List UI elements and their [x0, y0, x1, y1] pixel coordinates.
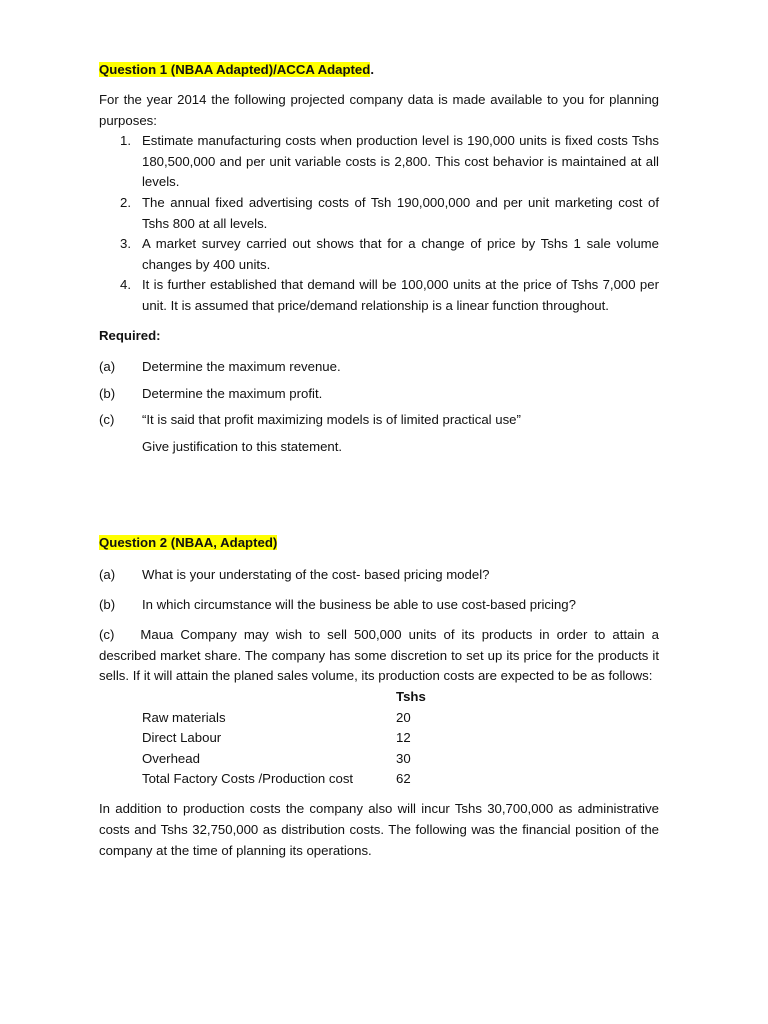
table-cell: 30 [396, 750, 411, 766]
part-text: “It is said that profit maximizing models is of limited practical use” [142, 412, 521, 428]
table-cell: Raw materials [142, 709, 226, 725]
part-text: In which circumstance will the business be able to use cost-based pricing? [142, 597, 576, 613]
question-1-body [99, 90, 659, 317]
question-1-parts [99, 357, 659, 457]
table-header: Tshs [396, 688, 426, 704]
cost-table [142, 687, 476, 790]
table-cell: Total Factory Costs /Production cost [142, 771, 354, 787]
part-text: Maua Company may wish to sell 500,000 units of its products in order to attain a described market share. The company has some discretion to set up its price for the products it sells. If it will attain the planed sales volume, its production costs are expected to be as follows: [99, 627, 659, 684]
list-item [99, 193, 659, 234]
question-2-title: Question 2 (NBAA, Adapted) [99, 535, 278, 550]
part-c [99, 410, 659, 431]
list-item [99, 234, 659, 275]
part-a [99, 357, 659, 378]
table-row [142, 728, 476, 749]
q2-closing: In addition to production costs the company also will incur Tshs 30,700,000 as administrative costs and Tshs 32,750,000 as distribution costs. The following was the financial position of the company at the time of planning its operations. [99, 801, 659, 858]
list-item [99, 131, 659, 193]
part-b [99, 384, 659, 405]
table-row [142, 749, 476, 770]
part-text: Determine the maximum profit. [142, 385, 323, 401]
question-2-body [99, 565, 659, 861]
table-row [142, 769, 476, 790]
part-text: What is your understating of the cost- based pricing model? [142, 567, 490, 582]
q2-part-a [99, 565, 659, 586]
list-text: The annual fixed advertising costs of Tsh 190,000,000 and per unit marketing cost of Tshs 800 at all levels. [142, 194, 659, 231]
part-label: (c) [99, 627, 115, 643]
q2-part-c [99, 625, 659, 687]
required-label: Required: [99, 328, 161, 343]
list-number: 1. [120, 133, 131, 149]
question-1-list [99, 131, 659, 316]
list-text: A market survey carried out shows that for a change of price by Tshs 1 sale volume changes by 400 units. [142, 236, 659, 272]
list-number: 3. [120, 236, 131, 252]
table-cell: 62 [396, 771, 411, 787]
q2-part-b [99, 595, 659, 616]
part-label: (b) [99, 597, 116, 613]
part-text: Determine the maximum revenue. [142, 359, 341, 374]
part-text: Give justification to this statement. [142, 438, 343, 454]
list-text: Estimate manufacturing costs when production level is 190,000 units is fixed costs Tshs 180,500,000 and per unit variable costs is 2,800. This cost behavior is maintained at all levels. [142, 133, 659, 190]
table-cell: Overhead [142, 750, 200, 766]
question-2-heading [99, 535, 277, 550]
table-cell: Direct Labour [142, 730, 222, 746]
part-label: (c) [99, 412, 115, 428]
list-text: It is further established that demand will be 100,000 units at the price of Tshs 7,000 per unit. It is assumed that price/demand relationship is a linear function throughout. [142, 277, 659, 313]
question-1-intro: For the year 2014 the following projected company data is made available to you for planning purposes: [99, 92, 659, 128]
list-item [99, 275, 659, 316]
table-row [142, 708, 476, 729]
list-number: 4. [120, 277, 131, 293]
question-1-title-suffix: . [370, 62, 374, 77]
part-c-followup [99, 437, 659, 458]
part-label: (a) [99, 359, 116, 374]
question-1-title: Question 1 (NBAA Adapted)/ACCA Adapted [99, 62, 371, 77]
table-header-row [142, 687, 476, 708]
table-cell: 20 [396, 709, 411, 725]
part-label: (a) [99, 567, 116, 582]
table-cell: 12 [396, 730, 411, 746]
question-1-heading [99, 62, 374, 77]
list-number: 2. [120, 194, 131, 210]
part-label: (b) [99, 385, 116, 401]
